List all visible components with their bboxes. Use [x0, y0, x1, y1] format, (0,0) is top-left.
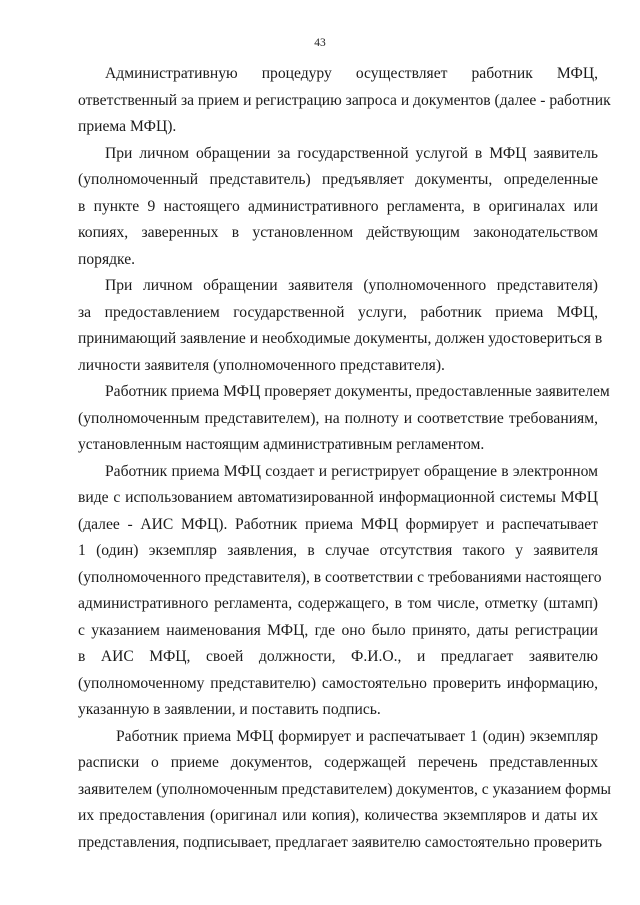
text-line: указанную в заявлении, и поставить подпись.	[78, 701, 381, 718]
text-line: личности заявителя (уполномоченного представителя).	[78, 356, 445, 374]
paragraph-4	[78, 383, 610, 463]
text-line: (уполномоченному представителю) самостоятельно проверить информацию,	[78, 674, 598, 692]
text-line: приема МФЦ).	[78, 118, 177, 135]
paragraph-2	[78, 145, 598, 278]
body-text	[78, 65, 611, 860]
text-line: заявителем (уполномоченным представителем) документов, с указанием формы	[78, 780, 611, 798]
text-line: административного регламента, содержащего, в том числе, отметку (штамп)	[78, 595, 598, 612]
paragraph-5	[78, 462, 602, 728]
text-line: в АИС МФЦ, своей должности, Ф.И.О., и предлагает заявителю	[78, 648, 598, 665]
text-line: (уполномоченный представитель) предъявляет документы, определенные	[78, 171, 598, 188]
text-line: Работник приема МФЦ проверяет документы, предоставленные заявителем	[105, 383, 610, 400]
text-line: установленным настоящим административным регламентом.	[78, 436, 485, 453]
text-line: с указанием наименования МФЦ, где оно было принято, даты регистрации	[78, 621, 598, 639]
text-line: в пункте 9 настоящего административного регламента, в оригиналах или	[78, 197, 598, 215]
text-line: При личном обращении за государственной услугой в МФЦ заявитель	[105, 144, 598, 162]
text-line: 1 (один) экземпляр заявления, в случае отсутствия такого у заявителя	[78, 542, 598, 559]
text-line: расписки о приеме документов, содержащей перечень представленных	[78, 754, 598, 771]
text-line: принимающий заявление и необходимые документы, должен удостовериться в	[78, 330, 603, 347]
text-line: порядке.	[78, 250, 136, 268]
text-line: (уполномоченного представителя), в соответствии с требованиями настоящего	[78, 568, 602, 586]
text-line: копиях, заверенных в установленном действующим законодательством	[78, 224, 598, 241]
paragraph-6	[78, 727, 611, 861]
text-line: Административную процедуру осуществляет работник МФЦ,	[105, 65, 598, 82]
text-line: виде с использованием автоматизированной информационной системы МФЦ	[78, 489, 598, 506]
text-line: их предоставления (оригинал или копия), количества экземпляров и даты их	[78, 807, 598, 824]
text-line: ответственный за прием и регистрацию запроса и документов (далее - работник	[78, 91, 611, 109]
paragraph-1	[78, 65, 611, 145]
text-line: При личном обращении заявителя (уполномоченного представителя)	[105, 277, 598, 294]
text-line: (уполномоченным представителем), на полноту и соответствие требованиям,	[78, 409, 598, 427]
text-line: Работник приема МФЦ формирует и распечатывает 1 (один) экземпляр	[116, 727, 598, 745]
text-line: за предоставлением государственной услуги, работник приема МФЦ,	[78, 303, 598, 321]
text-line: (далее - АИС МФЦ). Работник приема МФЦ формирует и распечатывает	[78, 515, 598, 533]
page-number: 43	[314, 37, 326, 49]
paragraph-3	[78, 277, 603, 383]
text-line: Работник приема МФЦ создает и регистрирует обращение в электронном	[105, 462, 598, 480]
text-line: представления, подписывает, предлагает заявителю самостоятельно проверить	[78, 833, 602, 851]
